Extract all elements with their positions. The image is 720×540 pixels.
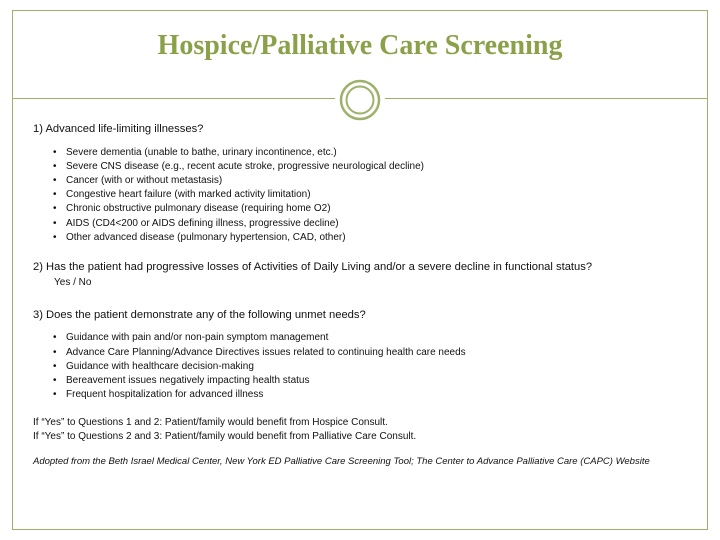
- list-item: • AIDS (CD4<200 or AIDS defining illness, progressive decline): [53, 217, 693, 231]
- outcome-palliative: If “Yes” to Questions 2 and 3: Patient/family would benefit from Palliative Care Consult.: [33, 430, 417, 442]
- list-item: • Guidance with pain and/or non-pain symptom management: [53, 331, 693, 345]
- question-2: 2) Has the patient had progressive losses of Activities of Daily Living and/or a severe decline in functional status?: [33, 260, 593, 273]
- question-1: 1) Advanced life-limiting illnesses?: [33, 123, 204, 135]
- outcome-rules: [33, 416, 693, 443]
- list-item: • Other advanced disease (pulmonary hypertension, CAD, other): [53, 231, 693, 245]
- divider-left: [12, 98, 335, 99]
- citation: Adopted from the Beth Israel Medical Center, New York ED Palliative Care Screening Tool; The Center to Advance Palliative Care (CAPC) Website: [33, 456, 650, 468]
- list-item: • Chronic obstructive pulmonary disease (requiring home O2): [53, 202, 693, 216]
- list-item: • Cancer (with or without metastasis): [53, 174, 693, 188]
- list-item: • Frequent hospitalization for advanced illness: [53, 388, 693, 402]
- page-title: Hospice/Palliative Care Screening: [157, 30, 563, 61]
- list-item: • Guidance with healthcare decision-making: [53, 360, 693, 374]
- list-item: • Severe CNS disease (e.g., recent acute stroke, progressive neurological decline): [53, 160, 693, 174]
- screening-content: [33, 122, 693, 468]
- list-item: • Advance Care Planning/Advance Directives issues related to continuing health care needs: [53, 346, 693, 360]
- divider-right: [385, 98, 708, 99]
- list-item: • Bereavement issues negatively impacting health status: [53, 374, 693, 388]
- list-item: • Severe dementia (unable to bathe, urinary incontinence, etc.): [53, 146, 693, 160]
- circle-ornament-icon: [338, 78, 382, 122]
- question-3: 3) Does the patient demonstrate any of the following unmet needs?: [33, 308, 366, 321]
- question-2-answer: Yes / No: [54, 277, 92, 289]
- outcome-hospice: If “Yes” to Questions 1 and 2: Patient/family would benefit from Hospice Consult.: [33, 417, 388, 429]
- question-3-list: [53, 331, 693, 402]
- question-1-list: [53, 146, 693, 245]
- list-item: • Congestive heart failure (with marked activity limitation): [53, 188, 693, 202]
